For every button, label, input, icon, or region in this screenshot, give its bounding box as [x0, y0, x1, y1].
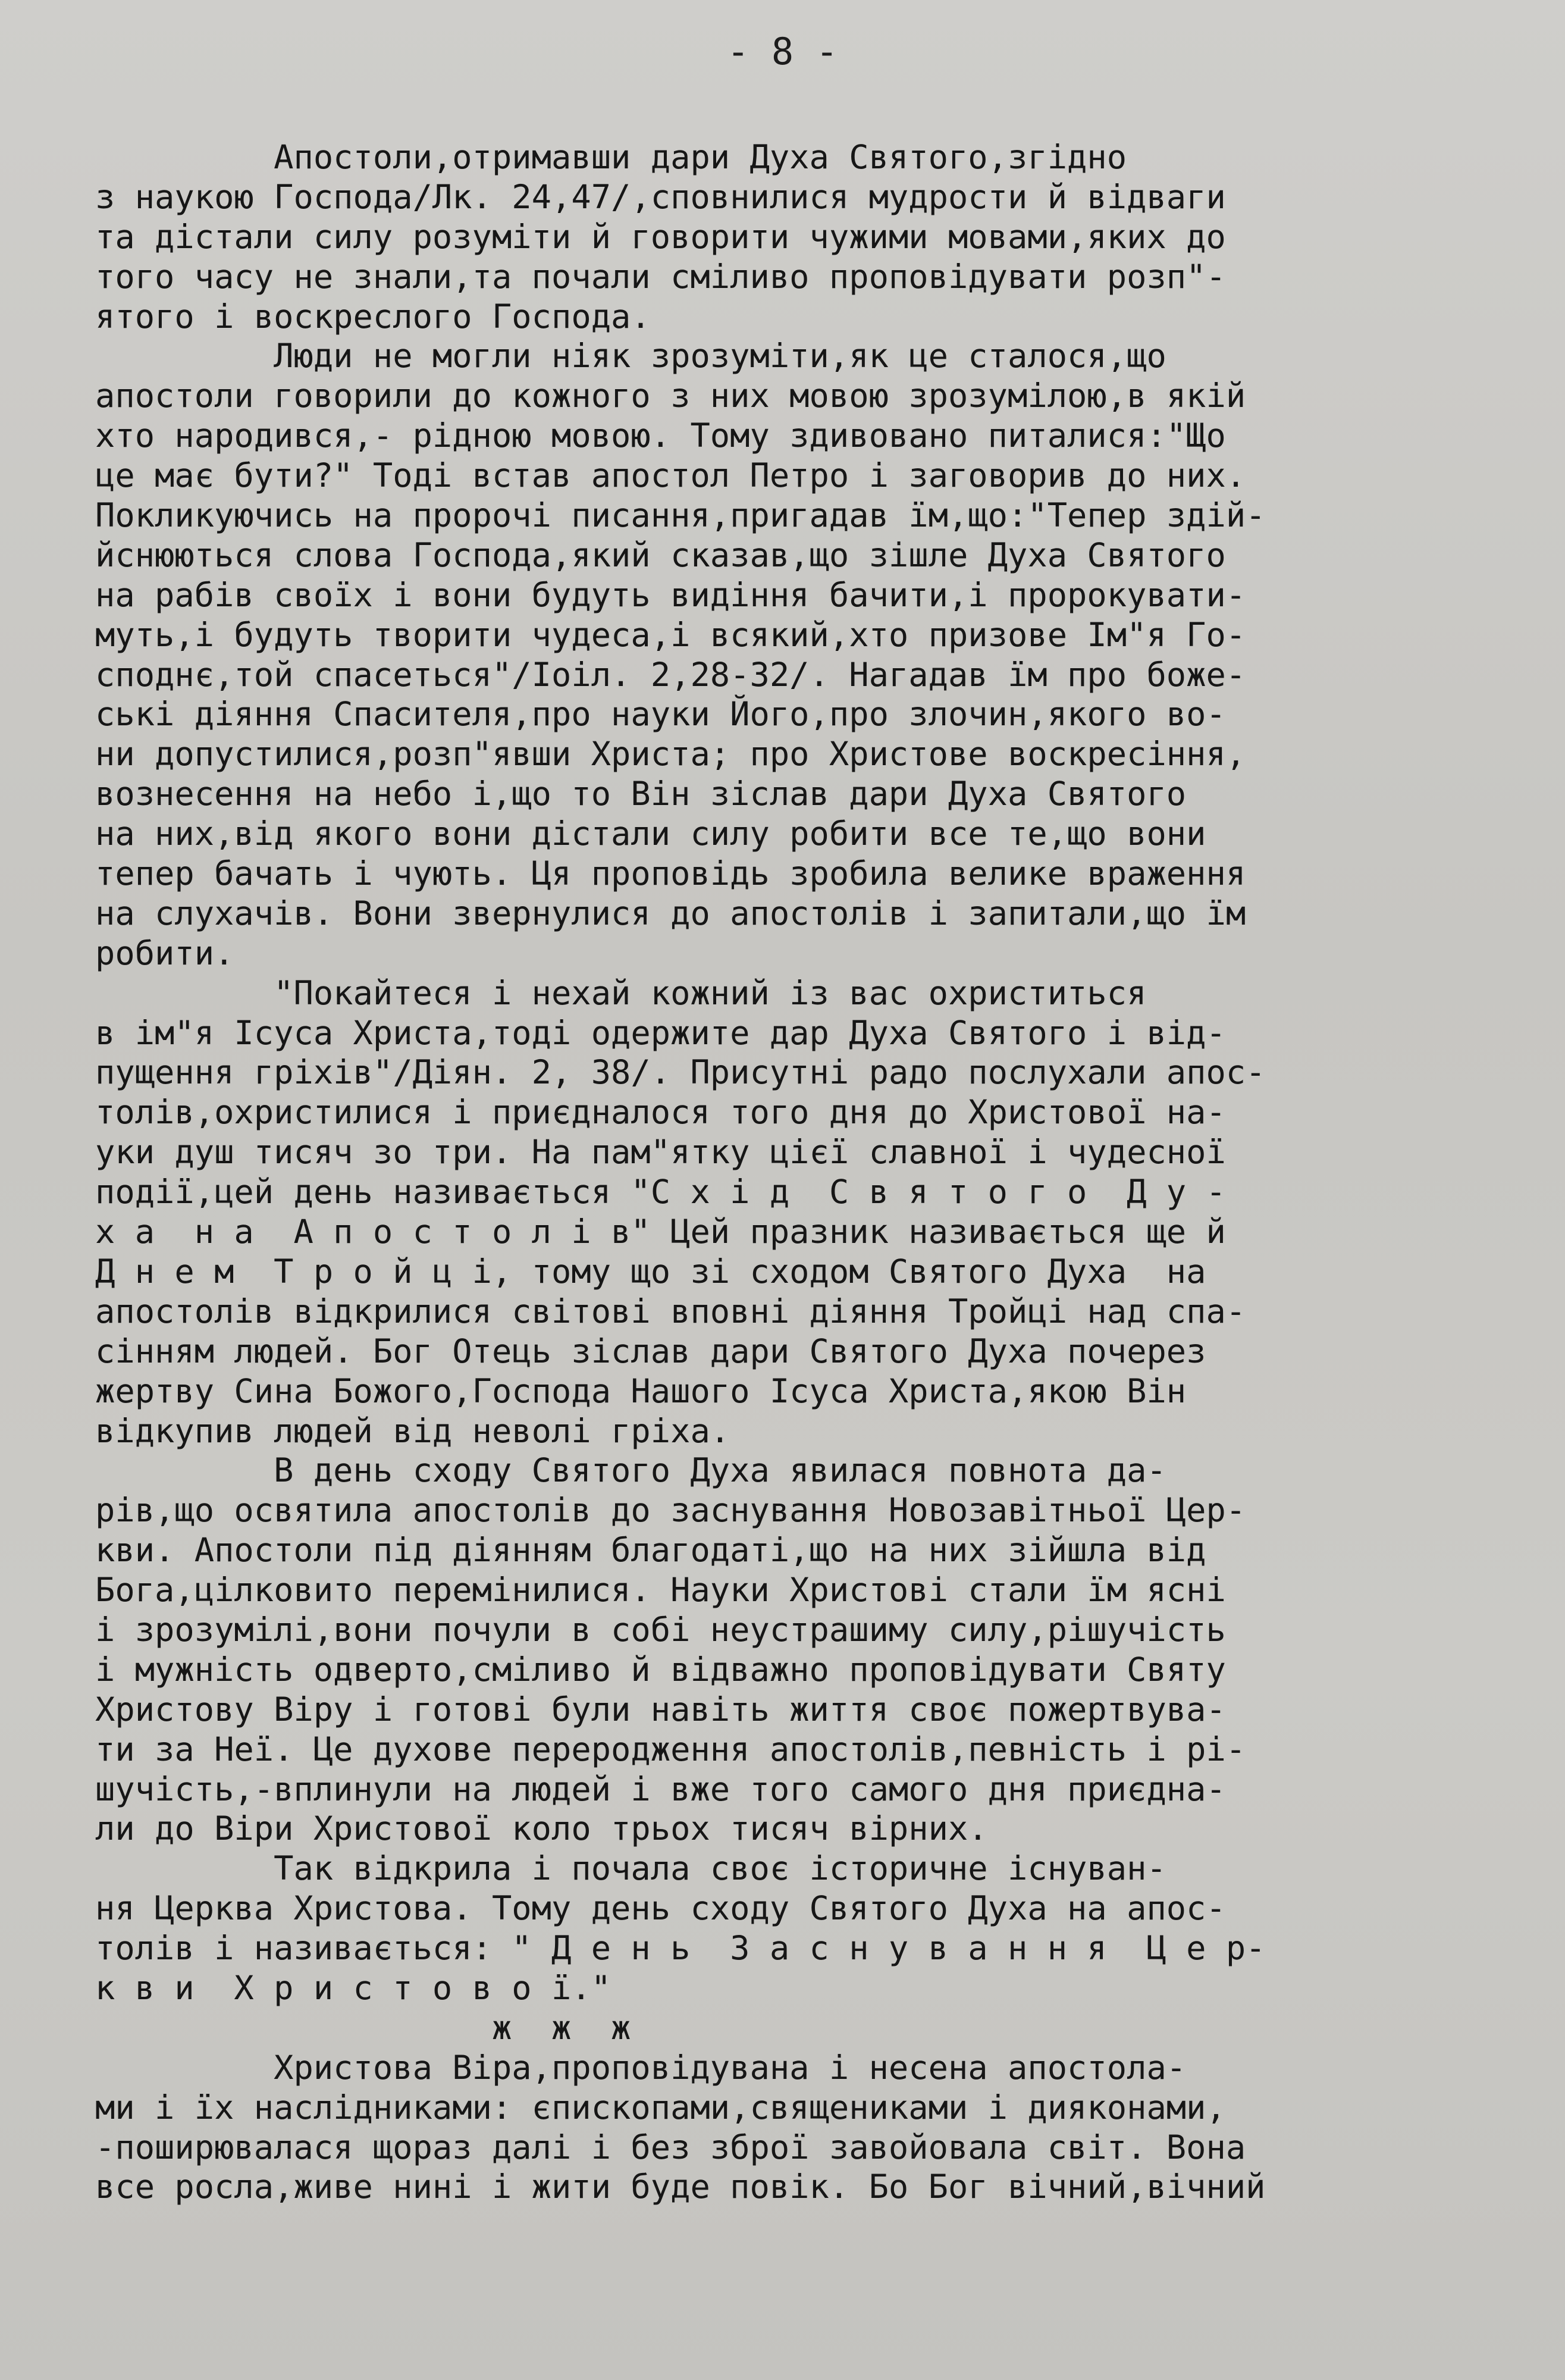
text-line: на слухачів. Вони звернулися до апостолів і запитали,що їм — [95, 894, 1246, 933]
paragraph — [95, 2009, 1487, 2049]
text-line: ли до Віри Христової коло трьох тисяч вірних. — [95, 1810, 988, 1849]
text-line: ж ж ж — [95, 2009, 631, 2047]
text-line: кви. Апостоли під діянням благодаті,що на них зійшла від — [95, 1532, 1206, 1570]
text-line: Бога,цілковито перемінилися. Науки Христові стали їм ясні — [95, 1571, 1226, 1610]
text-line: ти за Неї. Це духове переродження апостолів,певність і рі- — [95, 1730, 1246, 1769]
text-line: В день сходу Святого Духа явилася повнота да- — [95, 1452, 1166, 1490]
text-line: Христову Віру і готові були навіть життя своє пожертвува- — [95, 1690, 1226, 1729]
text-line: пущення гріхів"/Діян. 2, 38/. Присутні радо послухали апос- — [95, 1054, 1266, 1092]
paragraph — [95, 138, 1487, 337]
text-line: все росла,живе нині і жити буде повік. Бо Бог вічний,вічний — [95, 2168, 1266, 2207]
text-line: Д н е м Т р о й ц і, тому що зі сходом Святого Духа на — [95, 1252, 1206, 1291]
text-line: і мужність одверто,сміливо й відважно проповідувати Святу — [95, 1651, 1226, 1689]
text-line: ми і їх наслідниками: єпископами,священиками і дияконами, — [95, 2088, 1226, 2127]
text-line: споднє,той спасеться"/Іоіл. 2,28-32/. Нагадав їм про боже- — [95, 656, 1246, 694]
text-line: події,цей день називається "С х і д С в я т о г о Д у - — [95, 1173, 1226, 1212]
text-line: тепер бачать і чують. Ця проповідь зробила велике враження — [95, 855, 1246, 894]
text-line: Христова Віра,проповідувана і несена апостола- — [95, 2049, 1187, 2087]
text-line: толів і називається: " Д е н ь З а с н у в а н н я Ц е р- — [95, 1930, 1266, 1968]
text-line: з наукою Господа/Лк. 24,47/,сповнилися мудрости й відваги — [95, 178, 1226, 217]
text-line: шучість,-вплинули на людей і вже того самого дня приєдна- — [95, 1770, 1226, 1809]
text-line: х а н а А п о с т о л і в" Цей празник називається ще й — [95, 1213, 1226, 1252]
text-line: ни допустилися,розп"явши Христа; про Христове воскресіння, — [95, 735, 1246, 774]
text-line: і зрозумілі,вони почули в собі неустрашиму силу,рішучість — [95, 1611, 1226, 1649]
text-line: Апостоли,отримавши дари Духа Святого,згідно — [95, 139, 1127, 177]
text-line: ятого і воскреслого Господа. — [95, 298, 651, 336]
text-line: уки душ тисяч зо три. На пам"ятку цієї славної і чудесної — [95, 1133, 1226, 1172]
text-line: Покликуючись на пророчі писання,пригадав їм,що:"Тепер здій- — [95, 497, 1266, 536]
paragraph — [95, 1451, 1487, 1849]
paragraph — [95, 2049, 1487, 2208]
text-line: це має бути?" Тоді встав апостол Петро і заговорив до них. — [95, 457, 1246, 496]
text-line: ські діяння Спасителя,про науки Його,про злочин,якого во- — [95, 696, 1226, 734]
text-line: сінням людей. Бог Отець зіслав дари Святого Духа почерез — [95, 1332, 1206, 1371]
text-line: муть,і будуть творити чудеса,і всякий,хто призове Ім"я Го- — [95, 616, 1246, 654]
text-line: на рабів своїх і вони будуть видіння бачити,і пророкувати- — [95, 576, 1246, 615]
text-line: "Покайтеся і нехай кожний із вас охриститься — [95, 974, 1147, 1013]
text-line: хто народився,- рідною мовою. Тому здивовано питалися:"Що — [95, 417, 1226, 456]
paragraph — [95, 974, 1487, 1452]
text-line: к в и Х р и с т о в о ї." — [95, 1969, 611, 2008]
text-line: вознесення на небо і,що то Він зіслав дари Духа Святого — [95, 775, 1187, 814]
text-line: ня Церква Христова. Тому день сходу Святого Духа на апос- — [95, 1890, 1226, 1928]
text-line: відкупив людей від неволі гріха. — [95, 1412, 730, 1451]
text-line: та дістали силу розуміти й говорити чужими мовами,яких до — [95, 218, 1226, 256]
paragraph — [95, 1849, 1487, 2009]
text-line: толів,охристилися і приєдналося того дня до Христової на- — [95, 1094, 1226, 1132]
page-number: - 8 - — [727, 30, 838, 73]
paragraph — [95, 337, 1487, 973]
text-line: робити. — [95, 934, 234, 973]
text-line: -поширювалася щораз далі і без зброї завойовала світ. Вона — [95, 2128, 1246, 2167]
text-line: рів,що освятила апостолів до заснування Новозавітньої Цер- — [95, 1492, 1246, 1530]
text-line: жертву Сина Божого,Господа Нашого Ісуса Христа,якою Він — [95, 1372, 1187, 1411]
text-line: того часу не знали,та почали сміливо проповідувати розп"- — [95, 258, 1226, 296]
typescript-body — [95, 138, 1487, 2207]
text-line: на них,від якого вони дістали силу робити все те,що вони — [95, 815, 1206, 854]
text-line: Люди не могли ніяк зрозуміти,як це сталося,що — [95, 337, 1166, 376]
text-line: йснюються слова Господа,який сказав,що зішле Духа Святого — [95, 536, 1226, 575]
text-line: апостолів відкрилися світові вповні діяння Тройці над спа- — [95, 1292, 1246, 1331]
text-line: в ім"я Ісуса Христа,тоді одержите дар Духа Святого і від- — [95, 1014, 1226, 1053]
text-line: Так відкрила і почала своє історичне існуван- — [95, 1850, 1166, 1889]
text-line: апостоли говорили до кожного з них мовою зрозумілою,в якій — [95, 377, 1246, 416]
